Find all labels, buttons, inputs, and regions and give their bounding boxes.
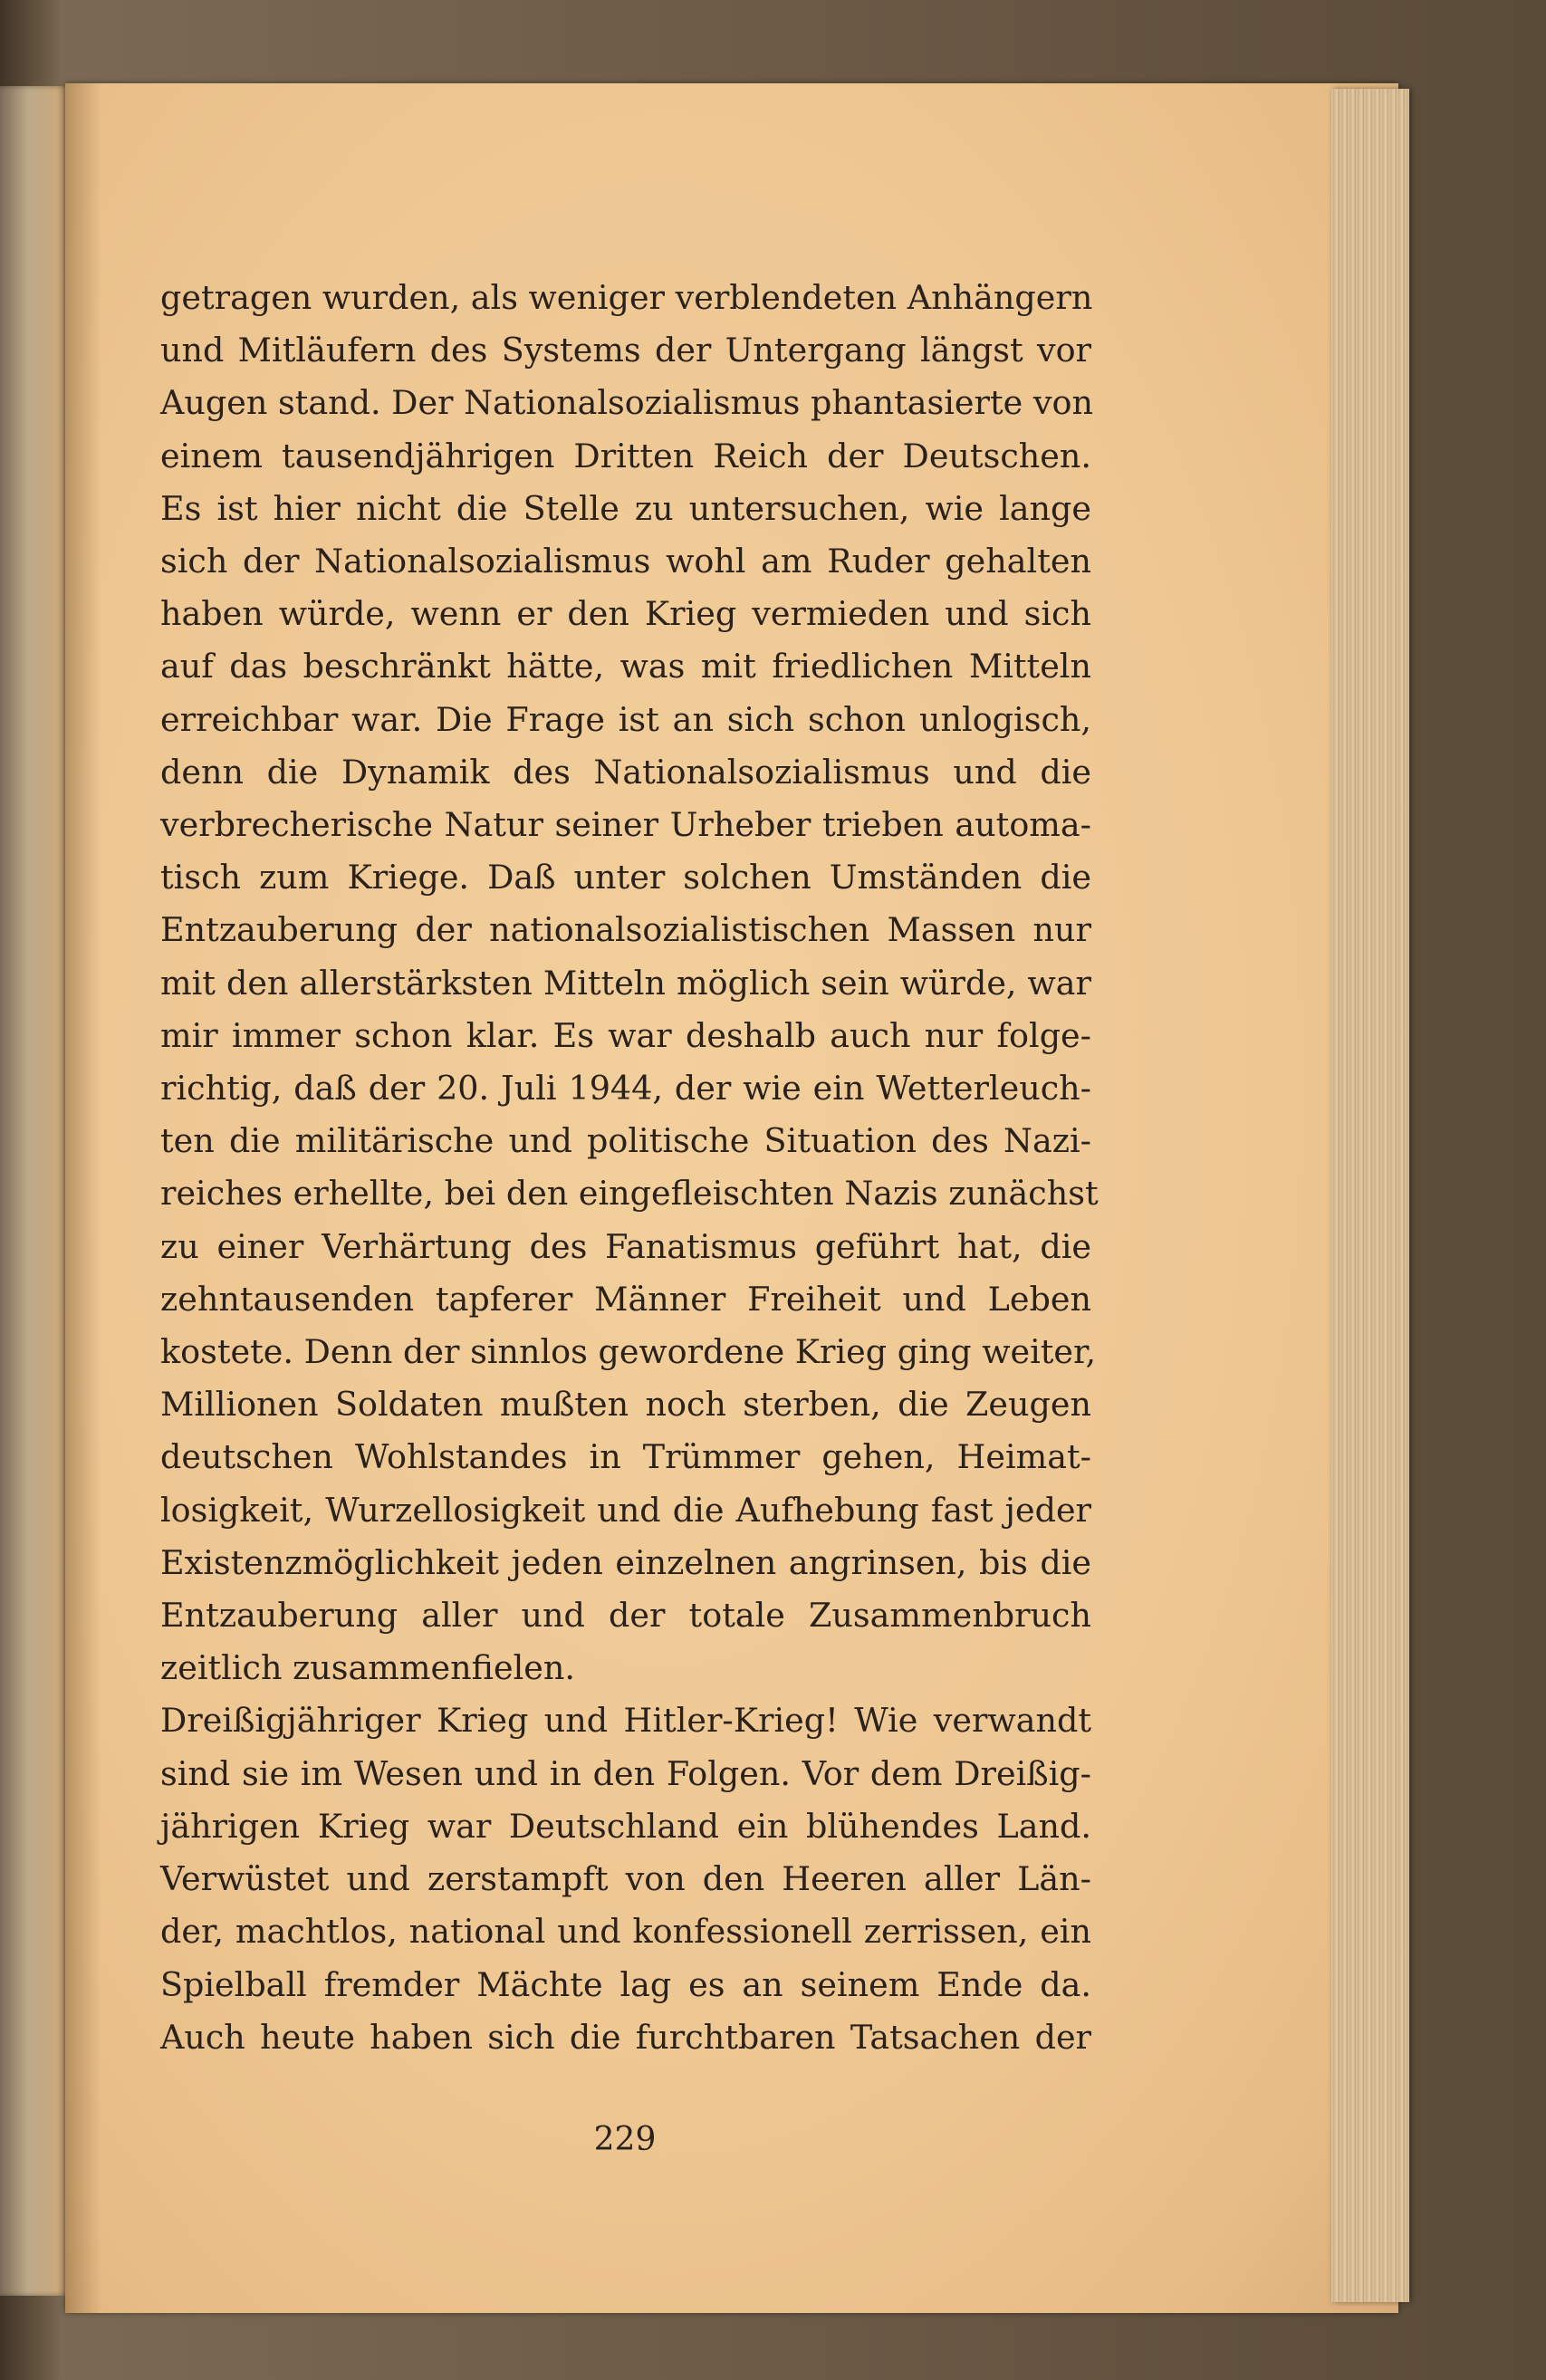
text-line: tisch zum Kriege. Daß unter solchen Umständen die <box>160 858 1091 897</box>
text-line: der, machtlos, national und konfessionell zerrissen, ein <box>160 1912 1091 1952</box>
text-line: auf das beschränkt hätte, was mit friedlichen Mitteln <box>160 647 1091 686</box>
text-line: losigkeit, Wurzellosigkeit und die Aufhebung fast jeder <box>160 1490 1091 1530</box>
text-line: verbrecherische Natur seiner Urheber trieben automa- <box>160 805 1091 845</box>
text-line: Augen stand. Der Nationalsozialismus phantasierte von <box>160 383 1093 423</box>
text-line: zeitlich zusammenfielen. <box>160 1648 575 1688</box>
text-line: mir immer schon klar. Es war deshalb auch nur folge- <box>160 1015 1091 1055</box>
text-line: ten die militärische und politische Situation des Nazi- <box>160 1121 1091 1161</box>
page-stack-edge <box>1331 89 1409 2302</box>
book-cover-edge <box>0 86 71 2296</box>
text-line: Auch heute haben sich die furchtbaren Tatsachen der <box>160 2017 1091 2057</box>
text-line: sind sie im Wesen und in den Folgen. Vor dem Dreißig- <box>160 1753 1091 1793</box>
text-line: jährigen Krieg war Deutschland ein blühendes Land. <box>160 1806 1091 1846</box>
text-line: und Mitläufern des Systems der Untergang längst vor <box>160 331 1091 370</box>
text-line: zehntausenden tapferer Männer Freiheit und Leben <box>160 1279 1091 1319</box>
text-line: reiches erhellte, bei den eingefleischten Nazis zunächst <box>160 1174 1099 1214</box>
page-number: 229 <box>593 2121 657 2158</box>
gutter-shadow <box>65 83 101 2313</box>
text-line: Existenzmöglichkeit jeden einzelnen angrinsen, bis die <box>160 1542 1091 1582</box>
text-line: Verwüstet und zerstampft von den Heeren aller Län- <box>160 1859 1091 1899</box>
text-line: einem tausendjährigen Dritten Reich der Deutschen. <box>160 436 1091 475</box>
text-line: Millionen Soldaten mußten noch sterben, die Zeugen <box>160 1385 1091 1425</box>
text-line: Dreißigjähriger Krieg und Hitler-Krieg! Wie verwandt <box>160 1701 1091 1741</box>
text-line: erreichbar war. Die Frage ist an sich schon unlogisch, <box>160 699 1091 739</box>
text-line: deutschen Wohlstandes in Trümmer gehen, Heimat- <box>160 1437 1091 1477</box>
text-line: sich der Nationalsozialismus wohl am Ruder gehalten <box>160 542 1091 581</box>
body-text <box>160 272 1099 2064</box>
text-line: richtig, daß der 20. Juli 1944, der wie ein Wetterleuch- <box>160 1069 1091 1108</box>
text-line: Entzauberung der nationalsozialistischen Massen nur <box>160 910 1091 950</box>
text-line: Entzauberung aller und der totale Zusammenbruch <box>160 1596 1091 1636</box>
text-line: getragen wurden, als weniger verblendeten Anhängern <box>160 278 1093 317</box>
text-line: haben würde, wenn er den Krieg vermieden und sich <box>160 594 1091 634</box>
text-line: Spielball fremder Mächte lag es an seinem Ende da. <box>160 1964 1091 2004</box>
text-line: zu einer Verhärtung des Fanatismus geführt hat, die <box>160 1226 1091 1266</box>
text-line: denn die Dynamik des Nationalsozialismus und die <box>160 752 1091 792</box>
text-line: Es ist hier nicht die Stelle zu untersuchen, wie lange <box>160 488 1091 528</box>
text-line: mit den allerstärksten Mitteln möglich sein würde, war <box>160 963 1091 1003</box>
text-line: kostete. Denn der sinnlos gewordene Krieg ging weiter, <box>160 1332 1097 1372</box>
